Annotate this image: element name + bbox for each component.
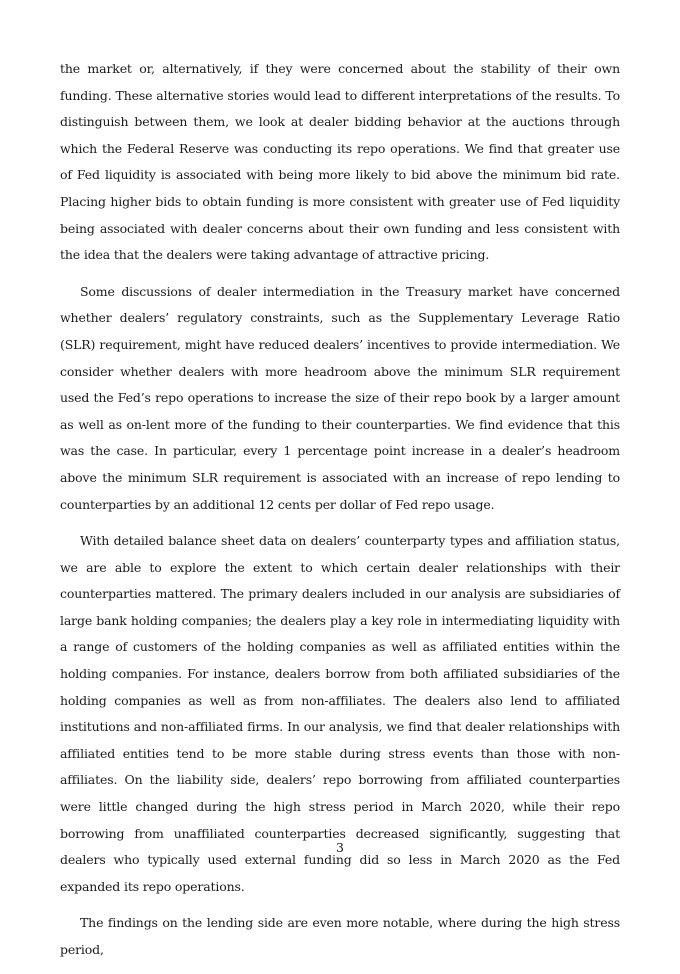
paragraph-slr-constraints: Some discussions of dealer intermediation in the Treasury market have concerned whether dealers’ regulatory constraints, such as the Supplementary Leverage Ratio (SLR) requirement, might have reduced dealers’ incentives to provide intermediation. We consider whether dealers with more headroom above the minimum SLR requirement used the Fed’s repo operations to increase the size of their repo book by a larger amount as well as on-lent more of the funding to their counterparties. We find evidence that this was the case. In particular, every 1 percentage point increase in a dealer’s headroom above the minimum SLR requirement is associated with an increase of repo lending to counterparties by an additional 12 cents per dollar of Fed repo usage. (60, 283, 620, 512)
page-body (60, 56, 620, 974)
page-number: 3 (336, 840, 344, 855)
paragraph-affiliation-status: With detailed balance sheet data on dealers’ counterparty types and affiliation status, we are able to explore the extent to which certain dealer relationships with their counterparties mattered. The primary dealers included in our analysis are subsidiaries of large bank holding companies; the dealers play a key role in intermediating liquidity with a range of customers of the holding companies as well as affiliated entities within the holding companies. For instance, dealers borrow from both affiliated subsidiaries of the holding companies as well as from non-affiliates. The dealers also lend to affiliated institutions and non-affiliated firms. In our analysis, we find that dealer relationships with affiliated entities tend to be more stable during stress events than those with non-affiliates. On the liability side, dealers’ repo borrowing from affiliated counterparties were little changed during the high stress period in March 2020, while their repo borrowing from unaffiliated counterparties decreased significantly, suggesting that dealers who typically used external funding did so less in March 2020 as the Fed expanded its repo operations. (60, 533, 620, 894)
paragraph-lending-side: The findings on the lending side are even more notable, where during the high stress period, (60, 915, 620, 957)
paragraph-continuation: the market or, alternatively, if they were concerned about the stability of their own funding. These alternative stories would lead to different interpretations of the results. To distinguish between them, we look at dealer bidding behavior at the auctions through which the Federal Reserve was conducting its repo operations. We find that greater use of Fed liquidity is associated with being more likely to bid above the minimum bid rate. Placing higher bids to obtain funding is more consistent with greater use of Fed liquidity being associated with dealer concerns about their own funding and less consistent with the idea that the dealers were taking advantage of attractive pricing. (60, 61, 620, 263)
